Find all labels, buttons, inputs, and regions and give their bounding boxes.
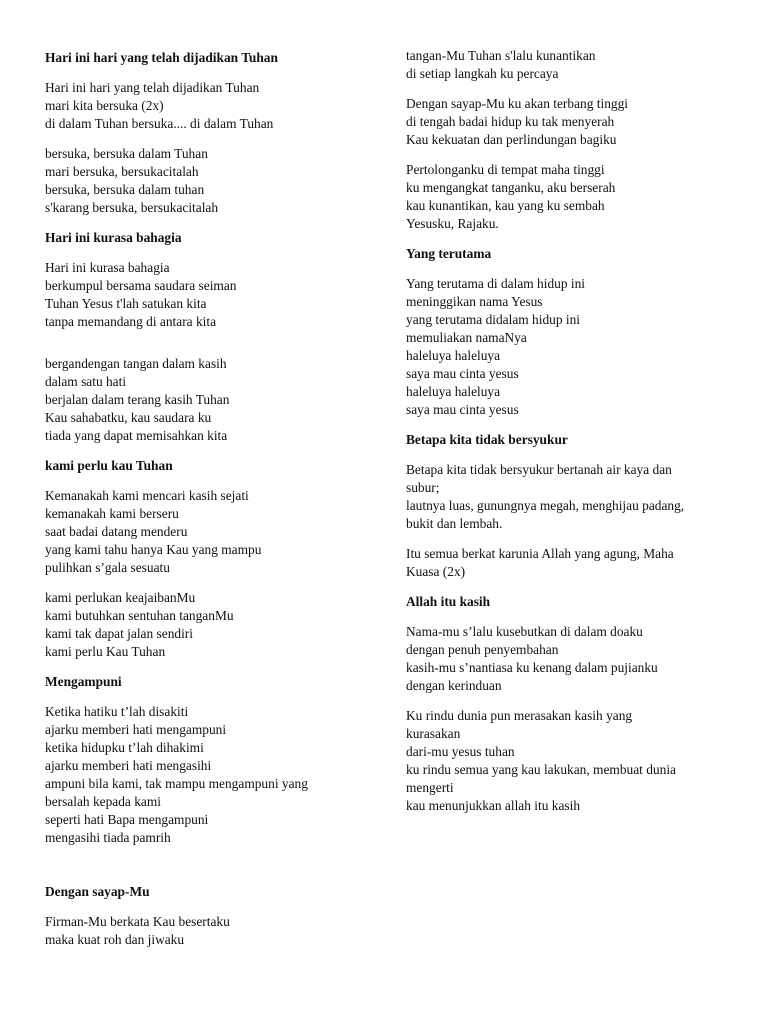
song-hari-ini-hari — [45, 49, 365, 217]
lyric-line: ku mengangkat tanganku, aku berserah — [406, 180, 616, 195]
lyric-line: meninggikan nama Yesus — [406, 294, 543, 309]
lyric-line: bergandengan tangan dalam kasih — [45, 356, 227, 371]
lyric-line: mengasihi tiada pamrih — [45, 830, 171, 845]
lyric-line: mari kita bersuka (2x) — [45, 98, 164, 113]
lyric-line: seperti hati Bapa mengampuni — [45, 812, 209, 827]
lyric-line: kau kunantikan, kau yang ku sembah — [406, 198, 605, 213]
stanza — [406, 47, 736, 83]
stanza — [406, 545, 736, 581]
lyric-line: di dalam Tuhan bersuka.... di dalam Tuhan — [45, 116, 274, 131]
song-title: kami perlu kau Tuhan — [45, 458, 173, 473]
lyric-line: saat badai datang menderu — [45, 524, 188, 539]
song-title: Allah itu kasih — [406, 594, 491, 609]
lyric-line: dalam satu hati — [45, 374, 127, 389]
song-betapa-kita-tidak-bersyukur — [406, 431, 736, 581]
song-allah-itu-kasih — [406, 593, 736, 815]
stanza — [406, 161, 736, 233]
lyric-line: dengan penuh penyembahan — [406, 642, 559, 657]
lyric-line: lautnya luas, gunungnya megah, menghijau padang, — [406, 498, 685, 513]
song-title: Betapa kita tidak bersyukur — [406, 432, 568, 447]
lyric-line: Pertolonganku di tempat maha tinggi — [406, 162, 605, 177]
lyric-line: Ku rindu dunia pun merasakan kasih yang — [406, 708, 633, 723]
stanza — [406, 623, 736, 695]
song-title: Hari ini hari yang telah dijadikan Tuhan — [45, 50, 278, 65]
lyric-line: saya mau cinta yesus — [406, 366, 519, 381]
lyric-line: Kuasa (2x) — [406, 564, 466, 579]
lyric-line: Yang terutama di dalam hidup ini — [406, 276, 586, 291]
stanza — [406, 95, 736, 149]
lyric-line: tiada yang dapat memisahkan kita — [45, 428, 228, 443]
lyric-line: dengan kerinduan — [406, 678, 502, 693]
lyric-line: berjalan dalam terang kasih Tuhan — [45, 392, 230, 407]
song-title: Dengan sayap-Mu — [45, 884, 150, 899]
song-dengan-sayap-mu — [45, 883, 365, 949]
stanza — [45, 703, 365, 847]
lyric-line: di tengah badai hidup ku tak menyerah — [406, 114, 615, 129]
stanza — [45, 589, 365, 661]
lyric-line: Dengan sayap-Mu ku akan terbang tinggi — [406, 96, 628, 111]
song-title: Yang terutama — [406, 246, 492, 261]
lyric-line: ajarku memberi hati mengasihi — [45, 758, 212, 773]
lyric-line: mengerti — [406, 780, 454, 795]
lyric-line: ku rindu semua yang kau lakukan, membuat dunia — [406, 762, 676, 777]
lyric-line: haleluya haleluya — [406, 348, 501, 363]
lyric-line: berkumpul bersama saudara seiman — [45, 278, 237, 293]
stanza — [45, 259, 365, 331]
lyric-line: ampuni bila kami, tak mampu mengampuni yang — [45, 776, 308, 791]
stanza — [45, 355, 365, 445]
lyric-line: Kau sahabatku, kau saudara ku — [45, 410, 212, 425]
song-title: Hari ini kurasa bahagia — [45, 230, 182, 245]
lyric-line: bersuka, bersuka dalam tuhan — [45, 182, 205, 197]
stanza — [406, 707, 736, 815]
lyric-line: kemanakah kami berseru — [45, 506, 179, 521]
song-dengan-sayap-mu-continued — [406, 47, 736, 233]
lyric-line: ajarku memberi hati mengampuni — [45, 722, 227, 737]
lyric-line: maka kuat roh dan jiwaku — [45, 932, 185, 947]
lyric-line: subur; — [406, 480, 440, 495]
song-title: Mengampuni — [45, 674, 122, 689]
lyric-line: Hari ini hari yang telah dijadikan Tuhan — [45, 80, 260, 95]
lyric-line: bersuka, bersuka dalam Tuhan — [45, 146, 208, 161]
song-yang-terutama — [406, 245, 736, 419]
right-column — [406, 47, 736, 827]
stanza — [45, 913, 365, 949]
lyric-line: kami perlu Kau Tuhan — [45, 644, 166, 659]
lyric-line: yang kami tahu hanya Kau yang mampu — [45, 542, 262, 557]
lyric-line: Tuhan Yesus t'lah satukan kita — [45, 296, 207, 311]
lyric-line: ketika hidupku t’lah dihakimi — [45, 740, 204, 755]
lyric-line: kami perlukan keajaibanMu — [45, 590, 196, 605]
lyric-line: Ketika hatiku t’lah disakiti — [45, 704, 189, 719]
lyric-line: bersalah kepada kami — [45, 794, 161, 809]
lyric-line: Itu semua berkat karunia Allah yang agung, Maha — [406, 546, 674, 561]
lyric-line: yang terutama didalam hidup ini — [406, 312, 581, 327]
lyric-line: Kau kekuatan dan perlindungan bagiku — [406, 132, 617, 147]
lyric-line: haleluya haleluya — [406, 384, 501, 399]
lyric-line: pulihkan s’gala sesuatu — [45, 560, 170, 575]
stanza — [45, 487, 365, 577]
lyric-line: tangan-Mu Tuhan s'lalu kunantikan — [406, 48, 596, 63]
lyric-line: saya mau cinta yesus — [406, 402, 519, 417]
song-kami-perlu-kau-tuhan — [45, 457, 365, 661]
lyric-line: Kemanakah kami mencari kasih sejati — [45, 488, 249, 503]
lyric-line: kau menunjukkan allah itu kasih — [406, 798, 581, 813]
stanza — [406, 461, 736, 533]
lyric-line: bukit dan lembah. — [406, 516, 503, 531]
lyric-line: tanpa memandang di antara kita — [45, 314, 217, 329]
lyric-line: kasih-mu s’nantiasa ku kenang dalam pujianku — [406, 660, 658, 675]
lyric-line: kami tak dapat jalan sendiri — [45, 626, 193, 641]
lyric-line: Nama-mu s’lalu kusebutkan di dalam doaku — [406, 624, 643, 639]
lyric-line: Betapa kita tidak bersyukur bertanah air kaya dan — [406, 462, 672, 477]
lyric-line: memuliakan namaNya — [406, 330, 527, 345]
lyric-line: Yesusku, Rajaku. — [406, 216, 499, 231]
lyric-line: Hari ini kurasa bahagia — [45, 260, 170, 275]
lyric-line: kami butuhkan sentuhan tanganMu — [45, 608, 234, 623]
left-column — [45, 49, 365, 961]
song-mengampuni — [45, 673, 365, 847]
lyric-line: kurasakan — [406, 726, 461, 741]
lyric-line: di setiap langkah ku percaya — [406, 66, 559, 81]
song-hari-ini-kurasa-bahagia — [45, 229, 365, 445]
lyric-line: Firman-Mu berkata Kau besertaku — [45, 914, 230, 929]
stanza — [45, 145, 365, 217]
stanza — [406, 275, 736, 419]
lyric-line: dari-mu yesus tuhan — [406, 744, 515, 759]
stanza — [45, 79, 365, 133]
lyric-line: s'karang bersuka, bersukacitalah — [45, 200, 219, 215]
lyric-line: mari bersuka, bersukacitalah — [45, 164, 199, 179]
